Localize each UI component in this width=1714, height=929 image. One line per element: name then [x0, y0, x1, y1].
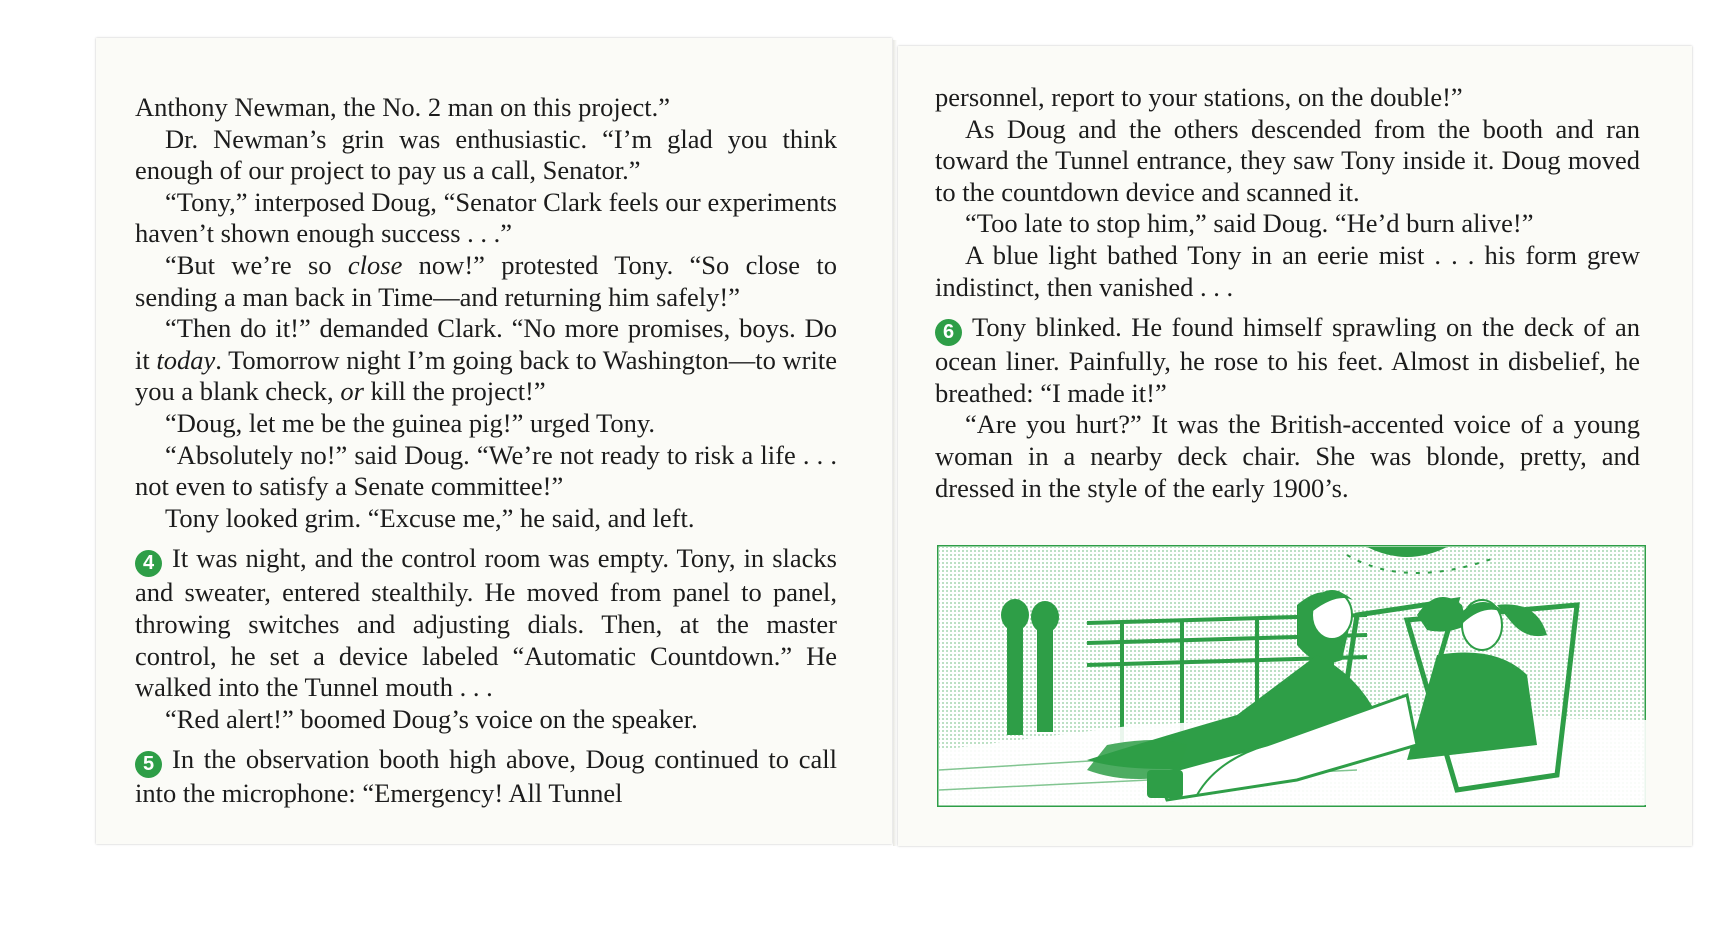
section-number-badge: 6 — [935, 319, 962, 346]
text-run: now!” protested Tony. “So close to sending a man back in Time—and returning him safely!” — [135, 249, 837, 312]
emphasis-text: today — [156, 344, 216, 375]
section-6-paragraph — [935, 312, 1640, 409]
right-page-text — [935, 82, 1640, 504]
text-run: kill the project!” — [363, 376, 546, 407]
paragraph: A blue light bathed Tony in an eerie mist . . . his form grew indistinct, then vanished . . . — [935, 239, 1640, 302]
emphasis-text: or — [340, 376, 364, 407]
paragraph: Anthony Newman, the No. 2 man on this project.” — [135, 92, 671, 122]
booklet-spine — [893, 40, 897, 846]
paragraph — [135, 313, 837, 408]
paragraph — [135, 250, 837, 313]
paragraph: “Doug, let me be the guinea pig!” urged Tony. — [165, 407, 655, 438]
text-run: . Tomorrow night I’m going back to Washington—to write you a blank check, — [135, 344, 837, 407]
emphasis-text: close — [347, 249, 403, 280]
deck-chair-illustration — [937, 545, 1646, 807]
paragraph: personnel, report to your stations, on the double!” — [935, 82, 1463, 112]
paragraph: “Red alert!” boomed Doug’s voice on the speaker. — [165, 703, 698, 734]
section-4-paragraph — [135, 543, 837, 703]
text-run: “But we’re so — [165, 249, 348, 280]
left-page-text — [135, 92, 837, 810]
paragraph: “Are you hurt?” It was the British-accented voice of a young woman in a nearby deck chair. She was blonde, pretty, and dressed in the style of the early 1900’s. — [935, 409, 1640, 503]
text-run: In the observation booth high above, Doug continued to call into the microphone: “Emergency! All Tunnel — [135, 744, 837, 809]
section-5-paragraph — [135, 744, 837, 810]
text-run: It was night, and the control room was empty. Tony, in slacks and sweater, entered stealthily. He moved from panel to panel, throwing switches and adjusting dials. Then, at the master control, he set a device labeled “Automatic Countdown.” He walked into the Tunnel mouth . . . — [135, 543, 837, 703]
section-number-badge: 5 — [135, 751, 162, 778]
paragraph: “Tony,” interposed Doug, “Senator Clark feels our experiments haven’t shown enough success . . .” — [135, 186, 837, 249]
paragraph: Tony looked grim. “Excuse me,” he said, and left. — [165, 502, 695, 533]
text-run: “Then do it!” demanded Clark. “No more promises, boys. Do it — [135, 313, 837, 375]
paragraph: “Too late to stop him,” said Doug. “He’d burn alive!” — [965, 208, 1534, 239]
text-run: Tony blinked. He found himself sprawling on the deck of an ocean liner. Painfully, he rose to his feet. Almost in disbelief, he breathed: “I made it!” — [935, 312, 1640, 408]
paragraph: Dr. Newman’s grin was enthusiastic. “I’m glad you think enough of our project to pay us a call, Senator.” — [135, 123, 837, 186]
paragraph: As Doug and the others descended from the booth and ran toward the Tunnel entrance, they saw Tony inside it. Doug moved to the countdown device and scanned it. — [935, 113, 1640, 207]
section-number-badge: 4 — [135, 550, 162, 577]
paragraph: “Absolutely no!” said Doug. “We’re not ready to risk a life . . . not even to satisfy a Senate committee!” — [135, 439, 837, 502]
